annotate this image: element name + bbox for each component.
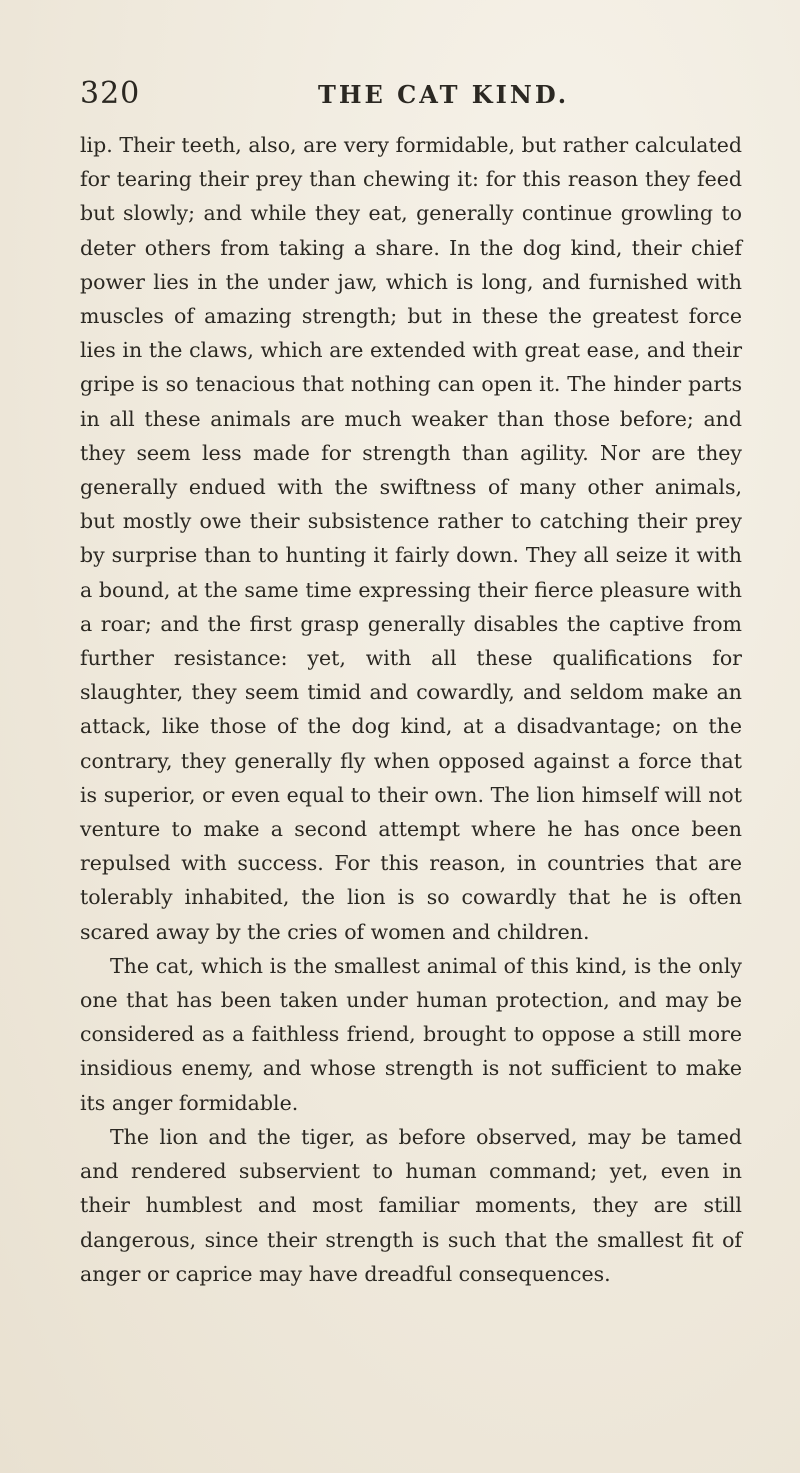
page-header (80, 76, 740, 124)
paragraph-1: lip. Their teeth, also, are very formidable, but rather calculated for tearing their prey than chewing it: for this reason they feed but slowly; and while they eat, generally continue growling to deter others from taking a share. In the dog kind, their chief power lies in the under jaw, which is long, and furnished with muscles of amazing strength; but in these the greatest force lies in the claws, which are extended with great ease, and their gripe is so tenacious that nothing can open it. The hinder parts in all these animals are much weaker than those before; and they seem less made for strength than agility. Nor are they generally endued with the swiftness of many other animals, but mostly owe their subsistence rather to catching their prey by surprise than to hunting it fairly down. They all seize it with a bound, at the same time expressing their fierce pleasure with a roar; and the first grasp generally disables the captive from further resistance: yet, with all these qualifications for slaughter, they seem timid and cowardly, and seldom make an attack, like those of the dog kind, at a disadvantage; on the contrary, they generally fly when opposed against a force that is superior, or even equal to their own. The lion himself will not venture to make a second attempt where he has once been repulsed with success. For this reason, in countries that are tolerably inhabited, the lion is so cowardly that he is often scared away by the cries of women and children. (80, 133, 742, 944)
page-number: 320 (80, 76, 141, 111)
body-text (80, 128, 742, 1291)
running-head: THE CAT KIND. (318, 80, 570, 109)
paragraph-2: The cat, which is the smallest animal of this kind, is the only one that has been taken under human protection, and may be considered as a faithless friend, brought to oppose a still more insidious enemy, and whose strength is not sufficient to make its anger formidable. (80, 953, 742, 1115)
paragraph-3: The lion and the tiger, as before observed, may be tamed and rendered subservient to human command; yet, even in their humblest and most familiar moments, they are still dangerous, since their strength is such that the smallest fit of anger or caprice may have dreadful consequences. (80, 1124, 742, 1286)
